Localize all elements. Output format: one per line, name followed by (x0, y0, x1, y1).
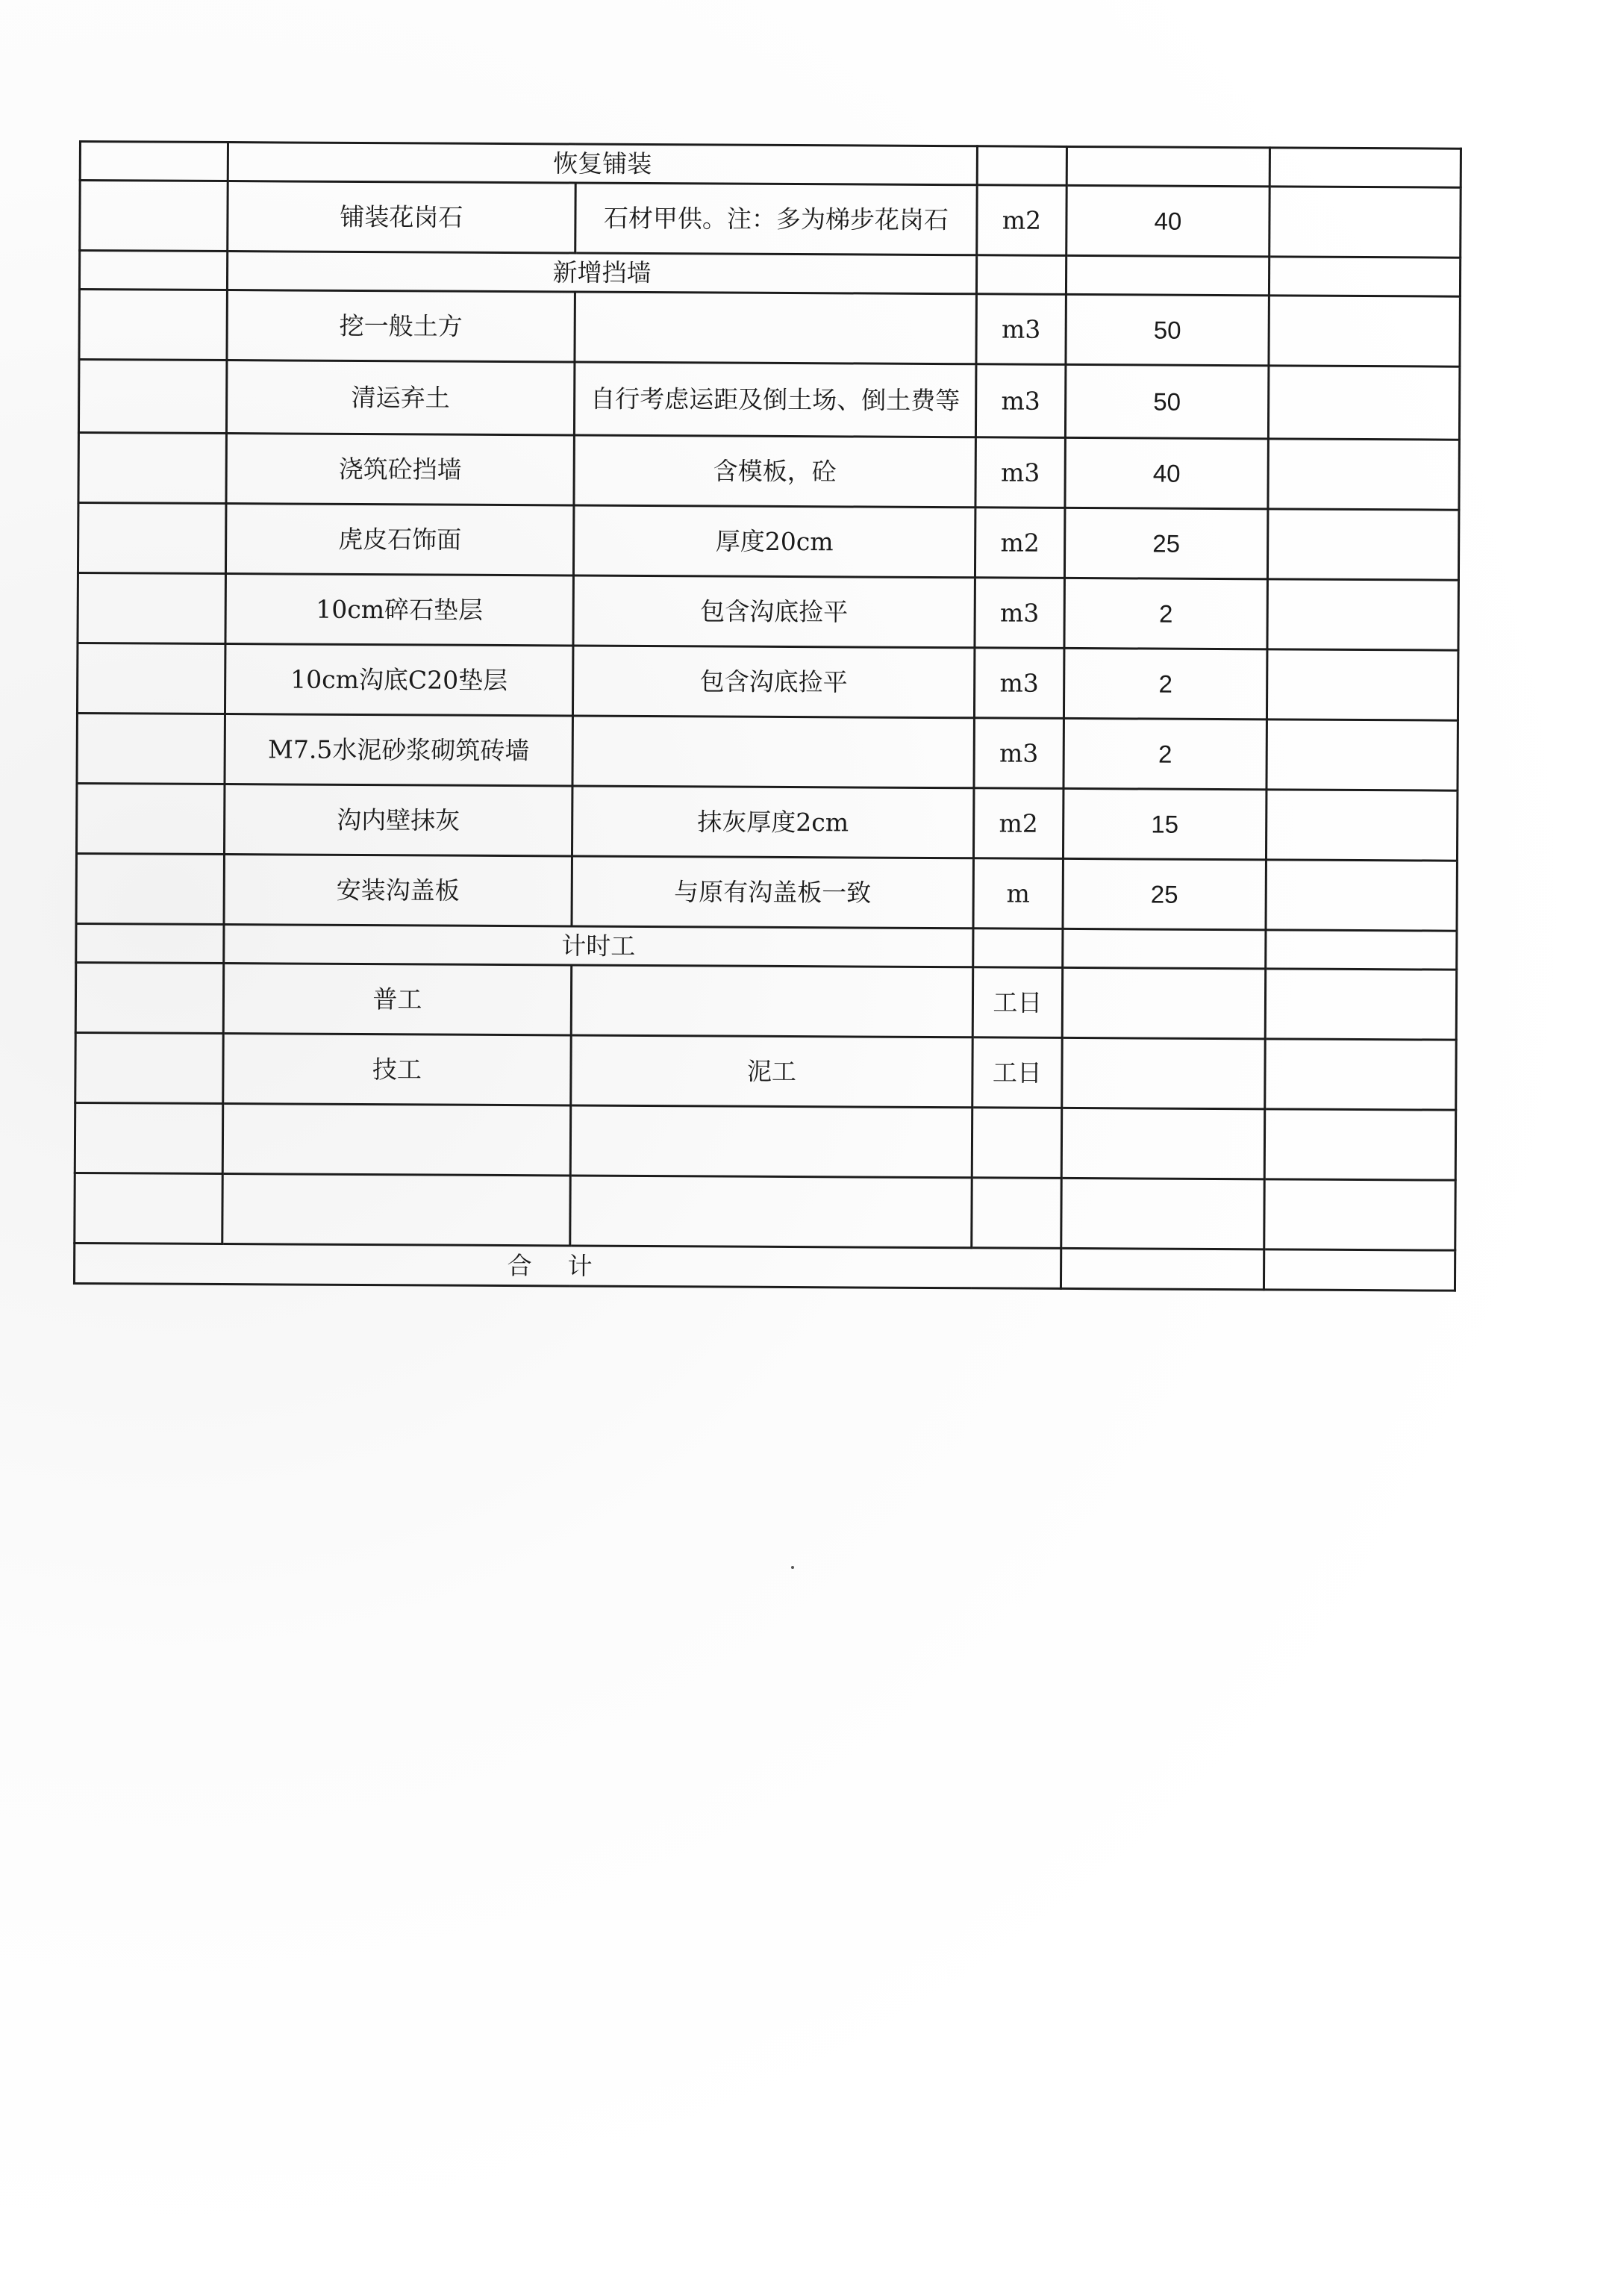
quantity-cell: 2 (1064, 718, 1267, 789)
item-description: 包含沟底捡平 (573, 575, 975, 648)
section-title: 计时工 (224, 925, 973, 967)
table-row (79, 290, 1460, 367)
quantity-cell: 40 (1065, 437, 1268, 508)
remark-cell (1269, 187, 1461, 258)
quantity-cell: 25 (1063, 858, 1266, 929)
remark-cell (1269, 257, 1460, 296)
quantity-cell (1061, 1108, 1264, 1179)
index-cell (77, 643, 225, 714)
section-row (80, 142, 1461, 188)
bill-of-quantities-table (73, 140, 1462, 1292)
index-cell (77, 713, 225, 784)
unit-cell: m3 (975, 578, 1064, 649)
quantity-cell: 40 (1066, 185, 1269, 256)
remark-cell (1268, 366, 1460, 440)
section-title: 恢复铺装 (228, 143, 977, 185)
remark-cell (1264, 1109, 1455, 1180)
index-cell (75, 1102, 222, 1173)
index-cell (78, 503, 225, 574)
unit-cell: m2 (977, 185, 1066, 256)
unit-cell (976, 255, 1066, 295)
unit-cell: 工日 (972, 1037, 1062, 1108)
section-row (76, 923, 1457, 970)
item-description: 石材甲供。注：多为梯步花岗石 (575, 183, 977, 255)
index-cell (78, 360, 227, 434)
item-name: 浇筑砼挡墙 (226, 434, 574, 505)
unit-cell (973, 929, 1063, 968)
remark-cell (1267, 720, 1458, 790)
remark-cell (1267, 579, 1458, 650)
total-row (74, 1243, 1455, 1291)
item-name: 挖一般土方 (227, 290, 575, 362)
remark-cell (1265, 1039, 1456, 1110)
item-description (570, 1105, 972, 1178)
item-description (575, 292, 976, 364)
quantity-cell (1062, 1037, 1265, 1108)
table-row (76, 783, 1457, 861)
item-description: 包含沟底捡平 (572, 646, 974, 718)
quantity-cell (1066, 255, 1269, 295)
table-row (77, 643, 1458, 720)
unit-cell: m3 (974, 718, 1064, 789)
table-row (76, 853, 1457, 931)
remark-cell (1266, 790, 1457, 861)
item-name: M7.5水泥砂浆砌筑砖墙 (225, 714, 572, 786)
total-remark-cell (1264, 1249, 1455, 1291)
unit-cell (972, 1108, 1061, 1179)
index-cell (75, 962, 223, 1033)
item-name (222, 1174, 570, 1246)
unit-cell: m (973, 858, 1063, 929)
total-label: 合计 (74, 1243, 1061, 1288)
section-title: 新增挡墙 (227, 252, 976, 294)
table-row (77, 713, 1458, 790)
table-row (75, 1102, 1455, 1180)
unit-cell: 工日 (972, 967, 1062, 1038)
unit-cell: m3 (974, 648, 1064, 719)
index-cell (80, 142, 228, 181)
table-row (75, 962, 1456, 1040)
quantity-cell: 2 (1064, 648, 1267, 719)
quantity-cell: 50 (1065, 364, 1269, 438)
item-name: 技工 (223, 1034, 571, 1105)
unit-cell: m2 (973, 788, 1063, 859)
table-row (78, 433, 1459, 511)
index-cell (79, 251, 227, 290)
index-cell (80, 181, 228, 252)
remark-cell (1267, 649, 1458, 720)
item-description (572, 716, 974, 788)
item-name: 虎皮石饰面 (225, 504, 573, 575)
unit-cell: m2 (975, 508, 1064, 578)
index-cell (76, 923, 224, 963)
index-cell (78, 572, 225, 643)
remark-cell (1267, 509, 1458, 580)
item-description: 抹灰厚度2cm (572, 786, 973, 858)
remark-cell (1268, 439, 1459, 510)
index-cell (78, 433, 226, 504)
table-row (75, 1032, 1456, 1110)
index-cell (79, 290, 227, 361)
total-amount-cell (1061, 1248, 1264, 1289)
item-description: 与原有沟盖板一致 (572, 856, 973, 929)
unit-cell: m3 (975, 364, 1066, 438)
index-cell (75, 1032, 223, 1103)
item-description: 泥工 (571, 1035, 972, 1108)
unit-cell (977, 146, 1066, 186)
index-cell (75, 1173, 222, 1243)
item-description (571, 965, 972, 1037)
table-body (74, 142, 1461, 1291)
quantity-cell: 25 (1064, 508, 1267, 578)
item-name (222, 1104, 570, 1176)
item-description: 含模板，砼 (574, 435, 975, 508)
item-name: 安装沟盖板 (224, 855, 572, 926)
item-description: 厚度20cm (573, 505, 975, 578)
quantity-cell: 15 (1063, 788, 1266, 859)
scan-speck (791, 1566, 794, 1569)
section-row (79, 251, 1460, 297)
quantity-cell (1066, 146, 1269, 186)
unit-cell: m3 (975, 437, 1065, 508)
item-name: 铺装花岗石 (228, 181, 575, 253)
item-description (570, 1176, 972, 1248)
unit-cell (972, 1178, 1061, 1249)
remark-cell (1266, 930, 1457, 970)
remark-cell (1269, 296, 1460, 366)
quantity-cell (1062, 967, 1265, 1038)
table-row (78, 503, 1458, 581)
item-name: 10cm沟底C20垫层 (225, 644, 572, 716)
unit-cell: m3 (976, 294, 1066, 365)
remark-cell (1264, 1179, 1455, 1250)
index-cell (76, 783, 224, 854)
item-description: 自行考虑运距及倒土场、倒土费等 (574, 362, 976, 437)
item-name: 10cm碎石垫层 (225, 574, 573, 646)
item-name: 普工 (223, 964, 571, 1035)
item-name: 清运弃土 (226, 361, 575, 435)
quantity-cell: 50 (1066, 294, 1269, 365)
index-cell (76, 853, 224, 924)
quantity-cell (1061, 1178, 1264, 1249)
table-row (75, 1173, 1455, 1250)
table-row (78, 360, 1459, 440)
remark-cell (1269, 148, 1461, 187)
remark-cell (1265, 969, 1456, 1040)
table-row (80, 181, 1461, 258)
quantity-cell: 2 (1064, 578, 1267, 649)
table-row (78, 572, 1458, 650)
quantity-cell (1063, 929, 1266, 968)
item-name: 沟内壁抹灰 (224, 784, 572, 856)
remark-cell (1266, 860, 1457, 931)
